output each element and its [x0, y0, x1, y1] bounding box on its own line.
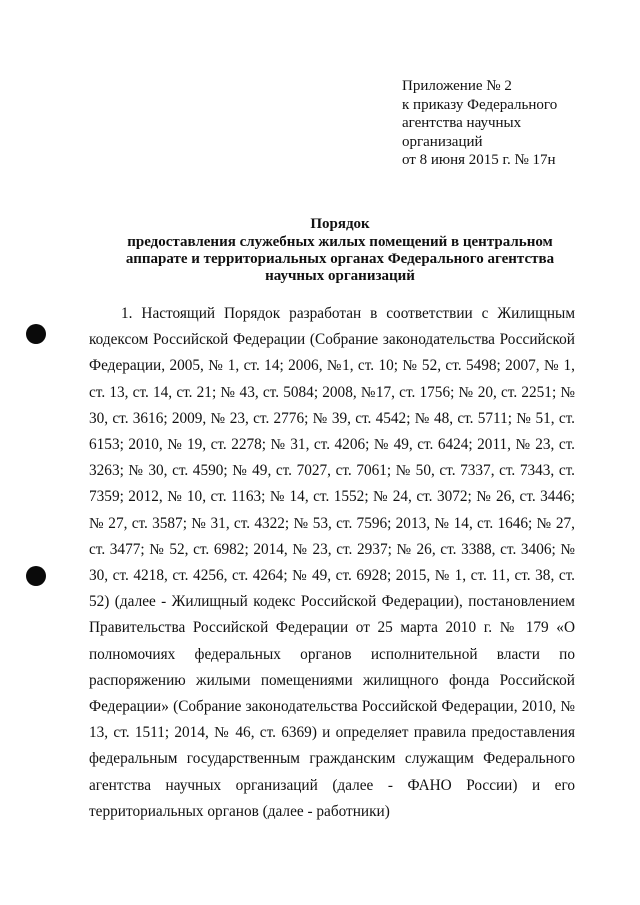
- appendix-line-2: к приказу Федерального: [402, 96, 558, 113]
- document-title: [70, 216, 610, 285]
- punch-hole-mark: [26, 566, 46, 586]
- punch-hole-mark: [26, 324, 46, 344]
- title-subtitle-line-2: аппарате и территориальных органах Федерального агентства: [125, 251, 555, 267]
- body-text: [89, 301, 575, 825]
- appendix-note: [402, 77, 602, 170]
- title-main: Порядок: [310, 216, 370, 232]
- paragraph-1: 1. Настоящий Порядок разработан в соответствии с Жилищным кодексом Российской Федерации (Собрание законодательства Российской Федерации, 2005, № 1, ст. 14; 2006, №1, ст. 10; № 52, ст. 5498; 2007, № 1, ст. 13, ст. 14, ст. 21; № 43, ст. 5084; 2008, №17, ст. 1756; № 20, ст. 2251; № 30, ст. 3616; 2009, № 23, ст. 2776; № 39, ст. 4542; № 48, ст. 5711; № 51, ст. 6153; 2010, № 19, ст. 2278; № 31, ст. 4206; № 49, ст. 6424; 2011, № 23, ст. 3263; № 30, ст. 4590; № 49, ст. 7027, ст. 7061; № 50, ст. 7337, ст. 7343, ст. 7359; 2012, № 10, ст. 1163; № 14, ст. 1552; № 24, ст. 3072; № 26, ст. 3446; № 27, ст. 3587; № 31, ст. 4322; № 53, ст. 7596; 2013, № 14, ст. 1646; № 27, ст. 3477; № 52, ст. 6982; 2014, № 23, ст. 2937; № 26, ст. 3388, ст. 3406; № 30, ст. 4218, ст. 4256, ст. 4264; № 49, ст. 6928; 2015, № 1, ст. 11, ст. 38, ст. 52) (далее - Жилищный кодекс Российской Федерации), постановлением Правительства Российской Федерации от 25 марта 2010 г. № 179 «О полномочиях федеральных органов исполнительной власти по распоряжению жилыми помещениями жилищного фонда Российской Федерации» (Собрание законодательства Российской Федерации, 2010, № 13, ст. 1511; 2014, № 46, ст. 6369) и определяет правила предоставления федеральным государственным гражданским служащим Федерального агентства научных организаций (далее - ФАНО России) и его территориальных органов (далее - работники): [89, 305, 575, 820]
- appendix-line-1: Приложение № 2: [402, 78, 512, 94]
- title-subtitle-line-3: научных организаций: [265, 268, 415, 284]
- appendix-line-5: от 8 июня 2015 г. № 17н: [402, 152, 556, 168]
- title-subtitle-line-1: предоставления служебных жилых помещений в центральном: [127, 234, 553, 250]
- appendix-line-4: организаций: [402, 133, 483, 150]
- appendix-line-3: агентства научных: [402, 115, 522, 131]
